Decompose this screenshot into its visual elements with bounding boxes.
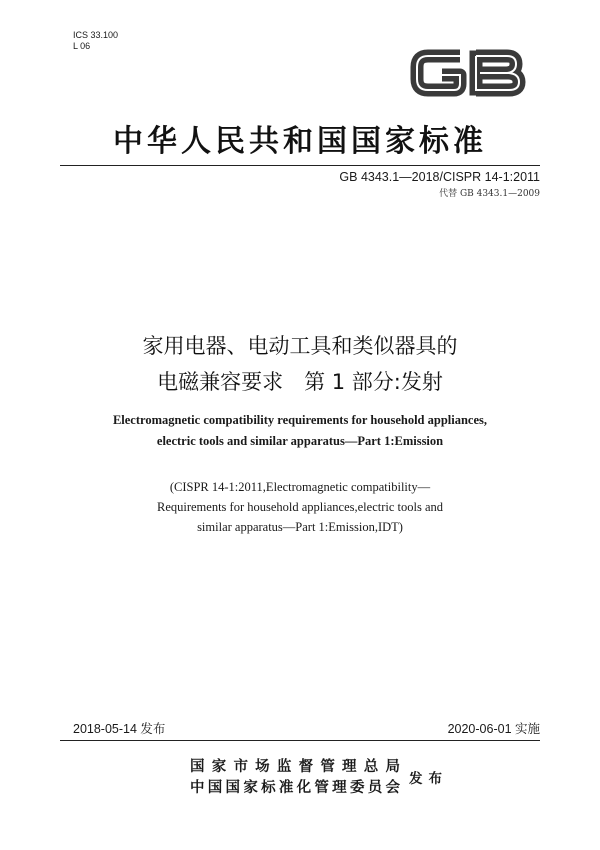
ics-code: ICS 33.100 bbox=[73, 30, 119, 40]
implementation-date: 2020-06-01 实施 bbox=[447, 722, 540, 736]
ccs-code: L 06 bbox=[73, 41, 91, 51]
classification-codes bbox=[73, 30, 118, 52]
national-standard-title: 中华人民共和国国家标准 bbox=[113, 124, 487, 159]
publish-label: 发布 bbox=[409, 771, 448, 787]
adoption-note-line-2: Requirements for household appliances,electric tools and bbox=[156, 500, 444, 514]
chinese-title-line-2: 电磁兼容要求 第 1 部分:发射 bbox=[157, 370, 443, 394]
gb-logo-icon bbox=[408, 44, 528, 102]
adoption-note-line-3: similar apparatus—Part 1:Emission,IDT) bbox=[197, 520, 403, 534]
adoption-note-line-1: (CISPR 14-1:2011,Electromagnetic compatibility— bbox=[169, 480, 431, 494]
issuer-samr: 国家市场监督管理总局 bbox=[190, 758, 400, 775]
top-divider bbox=[60, 165, 540, 166]
issue-date: 2018-05-14 发布 bbox=[73, 722, 166, 736]
chinese-title-line-1: 家用电器、电动工具和类似器具的 bbox=[142, 334, 458, 358]
issuer-sac: 中国国家标准化管理委员会 bbox=[190, 779, 400, 796]
replaces-standard: 代替 GB 4343.1—2009 bbox=[439, 189, 540, 199]
bottom-divider bbox=[60, 740, 540, 741]
english-title-line-2: electric tools and similar apparatus—Part 1:Emission bbox=[156, 434, 444, 448]
standard-number: GB 4343.1—2018/CISPR 14-1:2011 bbox=[339, 170, 540, 184]
english-title-line-1: Electromagnetic compatibility requirements for household appliances, bbox=[112, 413, 488, 427]
